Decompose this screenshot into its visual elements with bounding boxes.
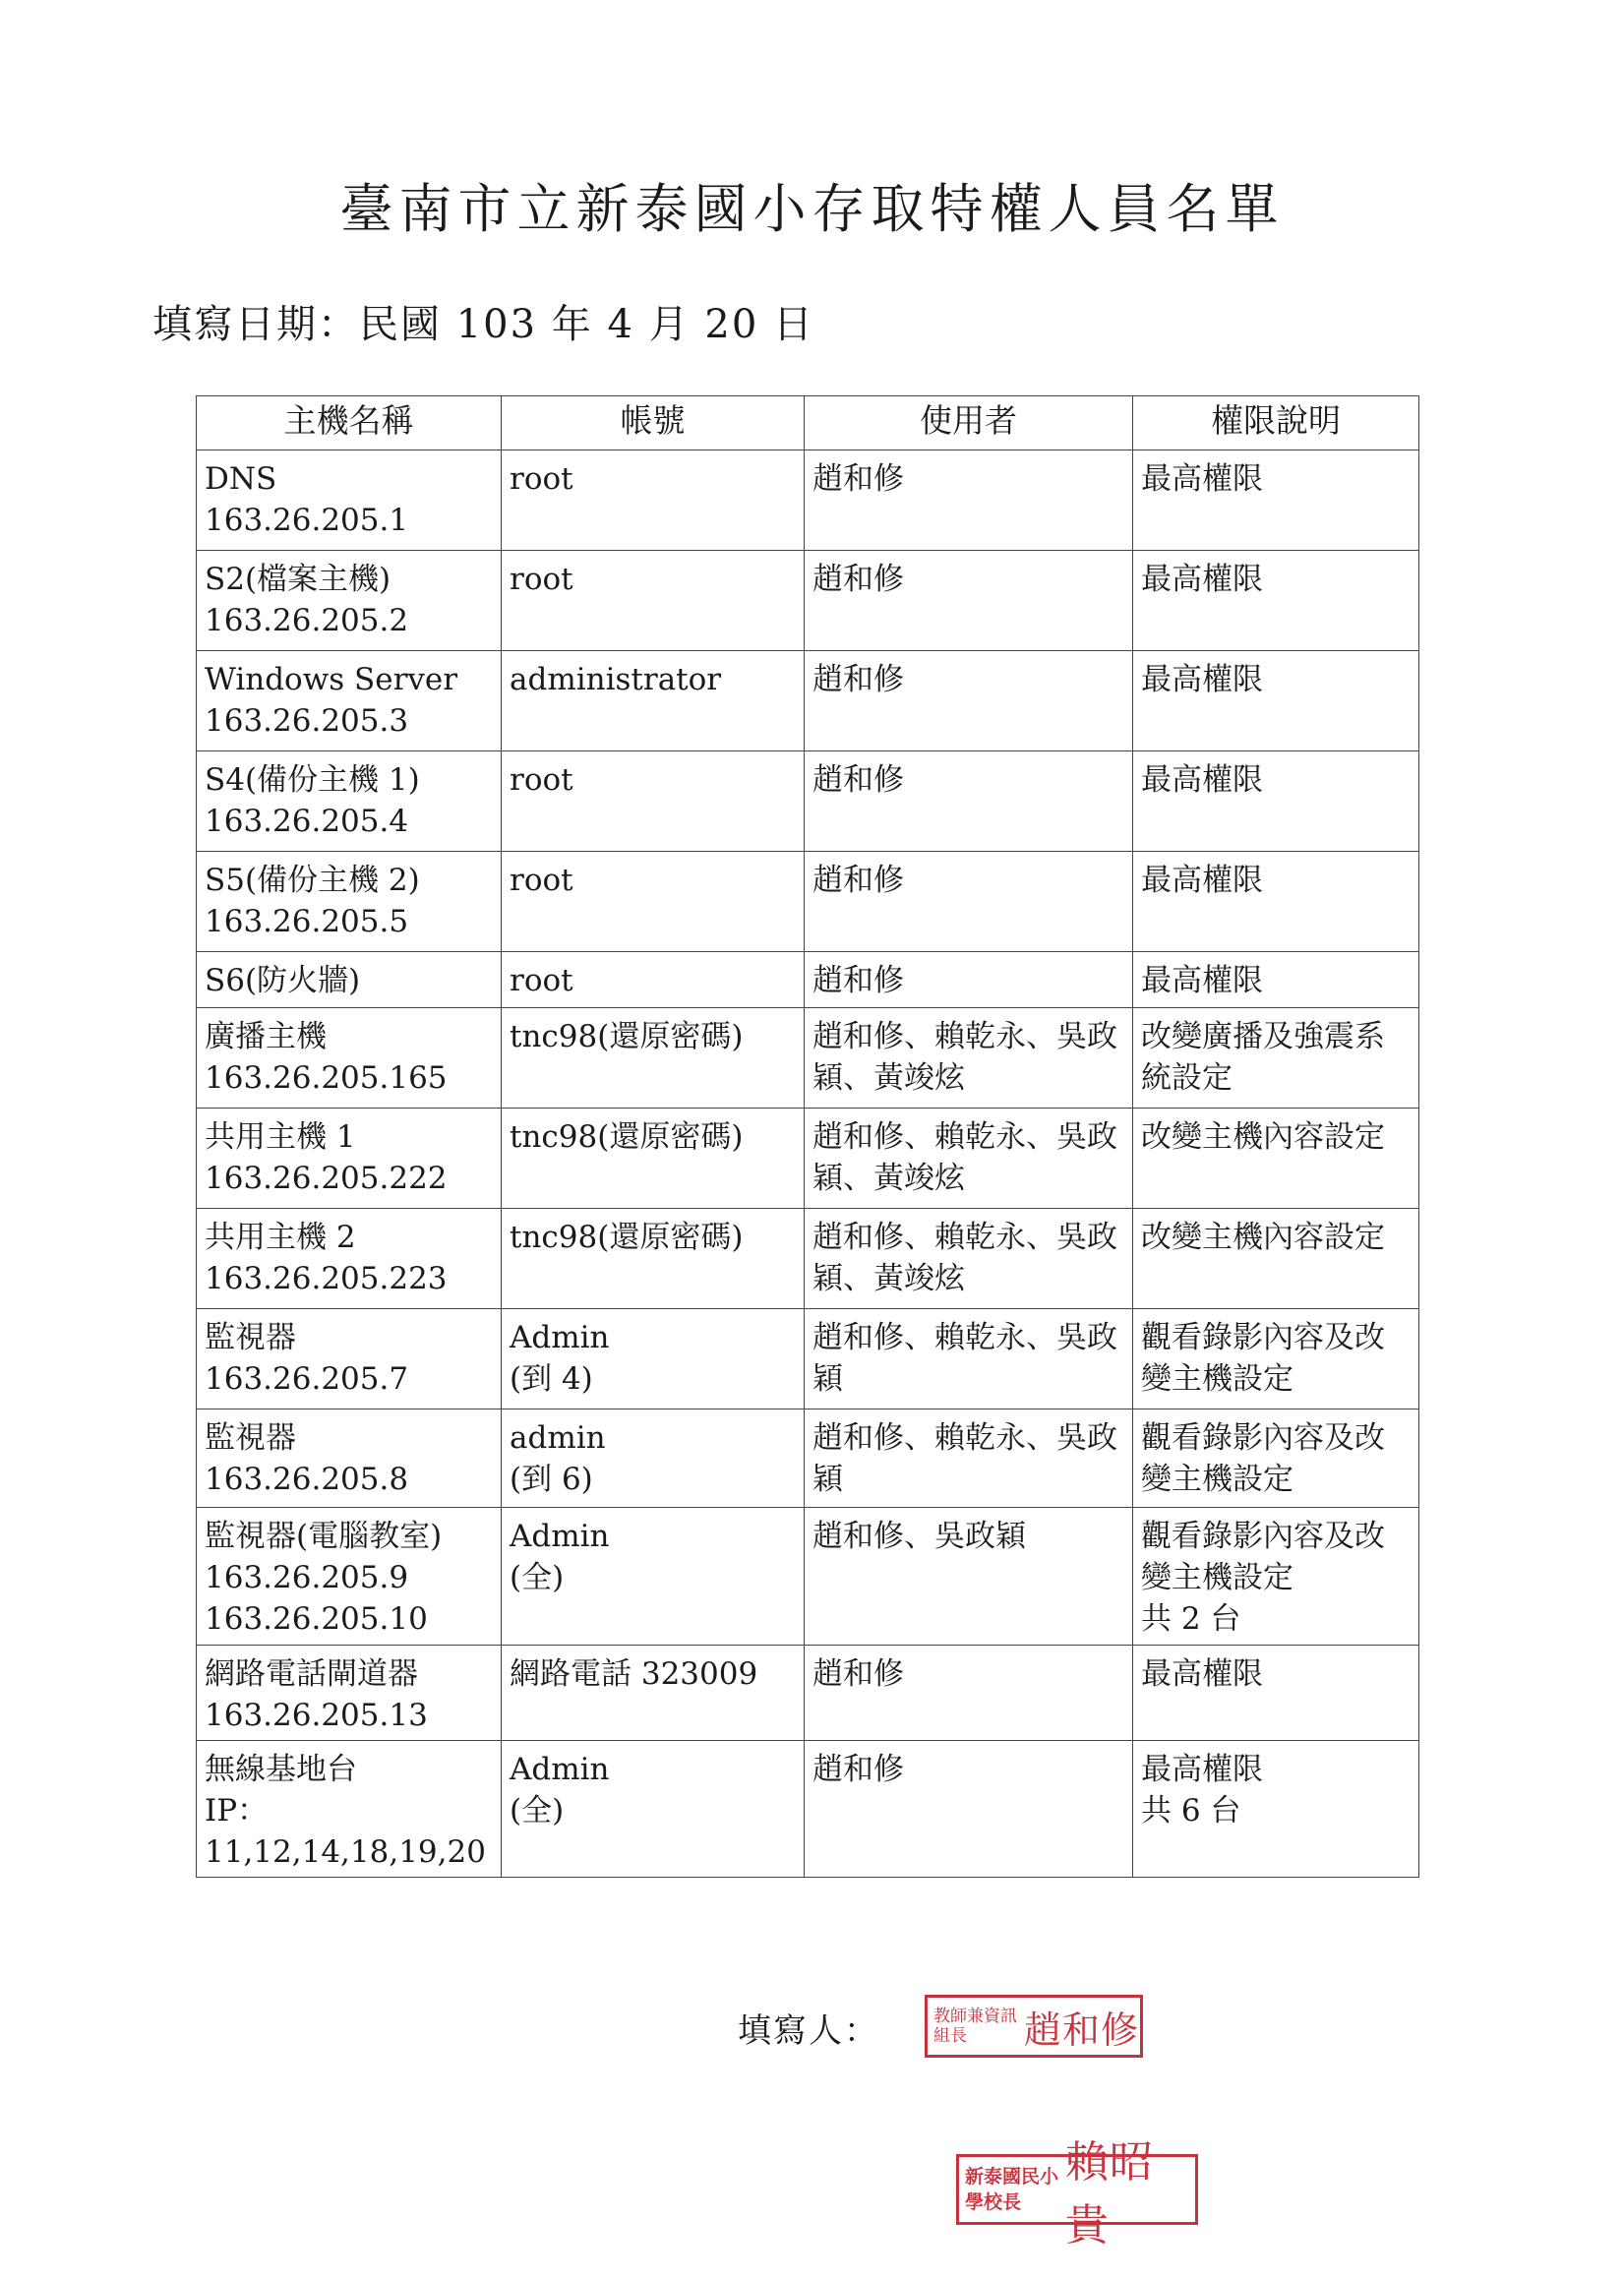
host-cell bbox=[197, 1008, 502, 1109]
permission-line: 改變廣播及強震系統設定 bbox=[1141, 1019, 1385, 1096]
permission-line: 最高權限 bbox=[1141, 1656, 1263, 1692]
table-row bbox=[197, 450, 1419, 551]
permission-cell bbox=[1133, 1646, 1419, 1741]
table-row bbox=[197, 651, 1419, 751]
table-row bbox=[197, 1409, 1419, 1508]
fill-date: 填寫日期：民國 103 年 4 月 20 日 bbox=[152, 302, 814, 347]
users-cell bbox=[805, 1646, 1133, 1741]
account-cell-line: (到 4) bbox=[510, 1361, 593, 1397]
account-cell bbox=[502, 1508, 805, 1646]
host-cell-line: S5(備份主機 2) bbox=[205, 863, 420, 898]
permission-line: 最高權限 bbox=[1141, 461, 1263, 497]
permission-line: 最高權限 bbox=[1141, 762, 1263, 798]
host-cell-line: S6(防火牆) bbox=[205, 963, 361, 998]
host-cell bbox=[197, 1109, 502, 1209]
host-cell-line: DNS bbox=[205, 461, 277, 497]
users-text: 趙和修、賴乾永、吳政穎、黃竣炫 bbox=[812, 1019, 1117, 1096]
host-cell bbox=[197, 952, 502, 1008]
permission-cell bbox=[1133, 651, 1419, 751]
host-cell bbox=[197, 1741, 502, 1878]
permission-line: 共 2 台 bbox=[1141, 1601, 1241, 1637]
users-cell bbox=[805, 551, 1133, 651]
host-cell-line: S4(備份主機 1) bbox=[205, 762, 420, 798]
users-text: 趙和修 bbox=[812, 1656, 904, 1692]
principal-seal-title: 新泰國民小學校長 bbox=[965, 2166, 1059, 2213]
header-permission: 權限說明 bbox=[1133, 396, 1419, 450]
header-users: 使用者 bbox=[805, 396, 1133, 450]
account-cell-line: root bbox=[510, 461, 573, 497]
permission-cell bbox=[1133, 450, 1419, 551]
permission-line: 最高權限 bbox=[1141, 963, 1263, 998]
account-cell-line: (到 6) bbox=[510, 1462, 593, 1497]
permission-line: 最高權限 bbox=[1141, 1752, 1263, 1787]
account-cell bbox=[502, 1409, 805, 1508]
permission-line: 觀看錄影內容及改變主機設定 bbox=[1141, 1320, 1385, 1397]
host-cell-line: 163.26.205.5 bbox=[205, 904, 409, 939]
header-host: 主機名稱 bbox=[197, 396, 502, 450]
permission-cell bbox=[1133, 1209, 1419, 1309]
table-body bbox=[197, 450, 1419, 1878]
host-cell-line: 11,12,14,18,19,20 bbox=[205, 1834, 486, 1870]
users-text: 趙和修、賴乾永、吳政穎 bbox=[812, 1320, 1117, 1397]
users-cell bbox=[805, 450, 1133, 551]
users-text: 趙和修、賴乾永、吳政穎、黃竣炫 bbox=[812, 1220, 1117, 1296]
permission-cell bbox=[1133, 551, 1419, 651]
account-cell-line: (全) bbox=[510, 1793, 565, 1829]
host-cell-line: 網路電話閘道器 bbox=[205, 1656, 418, 1692]
header-account: 帳號 bbox=[502, 396, 805, 450]
users-text: 趙和修 bbox=[812, 762, 904, 798]
host-cell bbox=[197, 1508, 502, 1646]
host-cell-line: 163.26.205.165 bbox=[205, 1060, 448, 1096]
users-text: 趙和修 bbox=[812, 863, 904, 898]
page-title: 臺南市立新泰國小存取特權人員名單 bbox=[339, 178, 1285, 240]
account-cell-line: Admin bbox=[510, 1320, 610, 1355]
permission-line: 共 6 台 bbox=[1141, 1793, 1241, 1829]
account-cell bbox=[502, 1741, 805, 1878]
permission-cell bbox=[1133, 1741, 1419, 1878]
host-cell-line: 163.26.205.4 bbox=[205, 804, 409, 839]
table-row bbox=[197, 1209, 1419, 1309]
host-cell-line: 163.26.205.222 bbox=[205, 1161, 448, 1196]
host-cell-line: 廣播主機 bbox=[205, 1019, 327, 1054]
account-cell bbox=[502, 751, 805, 852]
users-text: 趙和修 bbox=[812, 461, 904, 497]
account-cell bbox=[502, 852, 805, 952]
users-cell bbox=[805, 1008, 1133, 1109]
host-cell-line: 無線基地台 bbox=[205, 1752, 357, 1787]
table-row bbox=[197, 1508, 1419, 1646]
table-row bbox=[197, 1646, 1419, 1741]
users-cell bbox=[805, 1741, 1133, 1878]
host-cell-line: 共用主機 1 bbox=[205, 1119, 356, 1155]
filler-seal-title: 教師兼資訊組長 bbox=[933, 2007, 1017, 2046]
account-cell bbox=[502, 1209, 805, 1309]
host-cell bbox=[197, 751, 502, 852]
users-cell bbox=[805, 952, 1133, 1008]
permission-line: 觀看錄影內容及改變主機設定 bbox=[1141, 1420, 1385, 1497]
host-cell-line: 監視器 bbox=[205, 1420, 296, 1456]
account-cell bbox=[502, 1008, 805, 1109]
filler-label: 填寫人： bbox=[738, 2011, 879, 2051]
users-text: 趙和修 bbox=[812, 662, 904, 697]
permission-cell bbox=[1133, 852, 1419, 952]
account-cell-line: root bbox=[510, 762, 573, 798]
host-cell bbox=[197, 1309, 502, 1409]
account-cell-line: root bbox=[510, 963, 573, 998]
account-cell-line: root bbox=[510, 863, 573, 898]
host-cell bbox=[197, 651, 502, 751]
table-row bbox=[197, 1741, 1419, 1878]
table-row bbox=[197, 1109, 1419, 1209]
permission-cell bbox=[1133, 1109, 1419, 1209]
table-row bbox=[197, 1309, 1419, 1409]
permission-line: 觀看錄影內容及改變主機設定 bbox=[1141, 1519, 1385, 1595]
users-text: 趙和修、賴乾永、吳政穎、黃竣炫 bbox=[812, 1119, 1117, 1196]
users-cell bbox=[805, 852, 1133, 952]
users-cell bbox=[805, 1109, 1133, 1209]
principal-seal-name: 賴昭貴 bbox=[1064, 2137, 1154, 2250]
host-cell bbox=[197, 1409, 502, 1508]
host-cell-line: 共用主機 2 bbox=[205, 1220, 356, 1255]
users-text: 趙和修 bbox=[812, 963, 904, 998]
host-cell-line: 163.26.205.9 bbox=[205, 1560, 409, 1595]
host-cell bbox=[197, 1646, 502, 1741]
users-cell bbox=[805, 1409, 1133, 1508]
account-cell bbox=[502, 450, 805, 551]
users-text: 趙和修 bbox=[812, 562, 904, 597]
host-cell-line: 163.26.205.2 bbox=[205, 603, 409, 638]
account-cell-line: tnc98(還原密碼) bbox=[510, 1019, 744, 1054]
permission-cell bbox=[1133, 1508, 1419, 1646]
users-text: 趙和修、吳政穎 bbox=[812, 1519, 1026, 1554]
host-cell-line: S2(檔案主機) bbox=[205, 562, 391, 597]
host-cell bbox=[197, 852, 502, 952]
permission-line: 改變主機內容設定 bbox=[1141, 1119, 1385, 1155]
users-cell bbox=[805, 1508, 1133, 1646]
host-cell bbox=[197, 450, 502, 551]
host-cell-line: 監視器 bbox=[205, 1320, 296, 1355]
users-cell bbox=[805, 751, 1133, 852]
table-row bbox=[197, 1008, 1419, 1109]
account-cell bbox=[502, 1109, 805, 1209]
account-cell bbox=[502, 651, 805, 751]
account-cell bbox=[502, 952, 805, 1008]
permission-cell bbox=[1133, 1309, 1419, 1409]
privileged-access-table bbox=[196, 395, 1419, 1878]
host-cell-line: 163.26.205.223 bbox=[205, 1261, 448, 1296]
account-cell-line: admin bbox=[510, 1420, 606, 1456]
host-cell-line: 163.26.205.10 bbox=[205, 1601, 428, 1637]
account-cell bbox=[502, 1309, 805, 1409]
permission-cell bbox=[1133, 1409, 1419, 1508]
account-cell-line: root bbox=[510, 562, 573, 597]
users-cell bbox=[805, 1209, 1133, 1309]
account-cell bbox=[502, 551, 805, 651]
filler-seal-name: 趙和修 bbox=[1024, 2008, 1140, 2052]
table-row bbox=[197, 852, 1419, 952]
users-text: 趙和修、賴乾永、吳政穎 bbox=[812, 1420, 1117, 1497]
permission-cell bbox=[1133, 952, 1419, 1008]
filler-seal bbox=[925, 1995, 1143, 2058]
table-row bbox=[197, 952, 1419, 1008]
users-cell bbox=[805, 651, 1133, 751]
permission-line: 最高權限 bbox=[1141, 863, 1263, 898]
account-cell-line: administrator bbox=[510, 662, 722, 697]
account-cell-line: tnc98(還原密碼) bbox=[510, 1119, 744, 1155]
host-cell bbox=[197, 551, 502, 651]
permission-line: 改變主機內容設定 bbox=[1141, 1220, 1385, 1255]
principal-seal bbox=[956, 2137, 1198, 2250]
account-cell-line: Admin bbox=[510, 1752, 610, 1787]
permission-line: 最高權限 bbox=[1141, 662, 1263, 697]
table-header-row bbox=[197, 396, 1419, 450]
account-cell-line: Admin bbox=[510, 1519, 610, 1554]
host-cell-line: 163.26.205.1 bbox=[205, 503, 409, 538]
host-cell-line: 163.26.205.13 bbox=[205, 1698, 428, 1733]
permission-cell bbox=[1133, 1008, 1419, 1109]
host-cell-line: 163.26.205.8 bbox=[205, 1462, 409, 1497]
host-cell-line: 163.26.205.3 bbox=[205, 703, 409, 739]
host-cell bbox=[197, 1209, 502, 1309]
table-row bbox=[197, 751, 1419, 852]
host-cell-line: 163.26.205.7 bbox=[205, 1361, 409, 1397]
account-cell bbox=[502, 1646, 805, 1741]
host-cell-line: 監視器(電腦教室) bbox=[205, 1519, 443, 1554]
account-cell-line: tnc98(還原密碼) bbox=[510, 1220, 744, 1255]
permission-line: 最高權限 bbox=[1141, 562, 1263, 597]
account-cell-line: (全) bbox=[510, 1560, 565, 1595]
account-cell-line: 網路電話 323009 bbox=[510, 1656, 758, 1692]
host-cell-line: Windows Server bbox=[205, 662, 458, 697]
table-row bbox=[197, 551, 1419, 651]
users-text: 趙和修 bbox=[812, 1752, 904, 1787]
host-cell-line: IP： bbox=[205, 1793, 269, 1829]
users-cell bbox=[805, 1309, 1133, 1409]
permission-cell bbox=[1133, 751, 1419, 852]
